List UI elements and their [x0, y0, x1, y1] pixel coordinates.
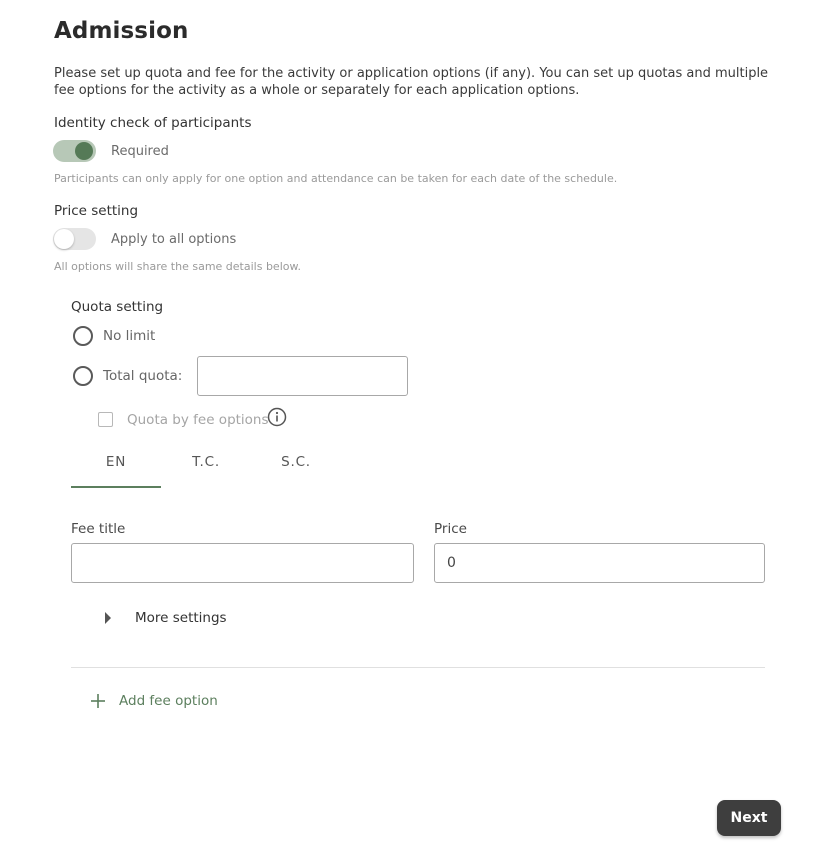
- add-fee-option-label: Add fee option: [119, 693, 218, 709]
- quota-setting-label: Quota setting: [71, 299, 164, 315]
- price-setting-help: All options will share the same details below.: [54, 260, 301, 273]
- total-quota-radio[interactable]: [73, 366, 93, 386]
- fee-title-label: Fee title: [71, 521, 126, 537]
- toggle-knob: [54, 229, 74, 249]
- quota-by-fee-checkbox[interactable]: [98, 412, 113, 427]
- identity-check-label: Identity check of participants: [54, 115, 252, 131]
- fee-title-input[interactable]: [71, 543, 414, 583]
- tab-tc[interactable]: T.C.: [192, 454, 220, 470]
- price-label: Price: [434, 521, 467, 537]
- price-value: 0: [447, 555, 456, 571]
- info-icon[interactable]: [267, 407, 287, 427]
- add-fee-option-button[interactable]: [90, 693, 218, 709]
- intro-text: Please set up quota and fee for the activity or application options (if any). You can set up quotas and multiple fee options for the activity as a whole or separately for each application options.: [54, 66, 769, 98]
- price-setting-toggle-label: Apply to all options: [111, 232, 237, 247]
- price-setting-toggle[interactable]: [53, 228, 96, 250]
- tab-sc[interactable]: S.C.: [281, 454, 311, 470]
- total-quota-input[interactable]: [197, 356, 408, 396]
- identity-check-toggle[interactable]: [53, 140, 96, 162]
- divider: [71, 667, 765, 668]
- no-limit-label: No limit: [103, 328, 156, 344]
- price-input[interactable]: [434, 543, 765, 583]
- price-setting-label: Price setting: [54, 203, 139, 219]
- next-button[interactable]: Next: [717, 800, 781, 836]
- plus-icon: [90, 693, 106, 709]
- more-settings-toggle[interactable]: [103, 610, 227, 626]
- quota-by-fee-label: Quota by fee options: [127, 412, 269, 428]
- toggle-knob: [75, 142, 93, 160]
- active-tab-indicator: [71, 486, 161, 488]
- page-title: Admission: [54, 18, 189, 44]
- more-settings-label: More settings: [135, 610, 227, 626]
- tab-en[interactable]: EN: [105, 454, 127, 470]
- no-limit-radio[interactable]: [73, 326, 93, 346]
- total-quota-label: Total quota:: [103, 368, 183, 384]
- caret-right-icon: [103, 610, 113, 626]
- identity-check-toggle-label: Required: [111, 144, 169, 159]
- identity-check-help: Participants can only apply for one option and attendance can be taken for each date of the schedule.: [54, 172, 618, 185]
